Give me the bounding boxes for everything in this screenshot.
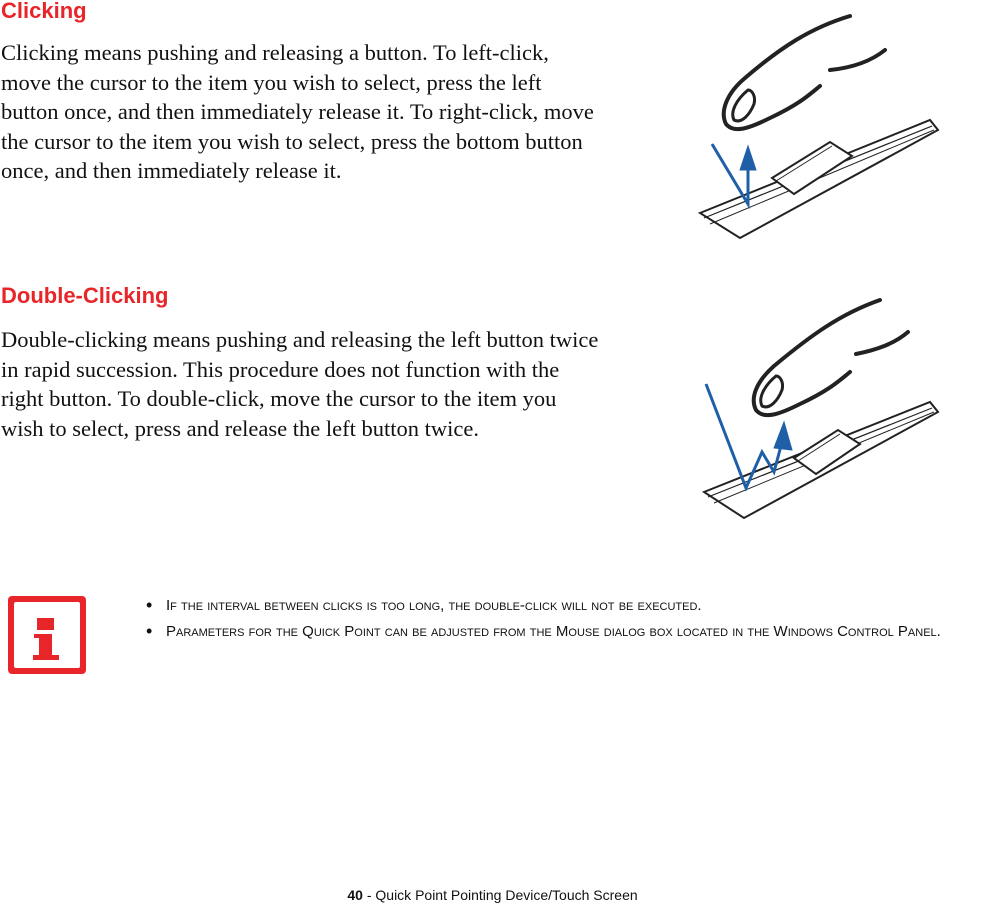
footer-separator: -	[362, 887, 376, 903]
double-clicking-body: Double-clicking means pushing and releasing the left button twice in rapid succession. This procedure does not function with the right button. To double-click, move the cursor to the item you wish to select, press and release the left button twice.	[1, 327, 599, 441]
note-item	[146, 622, 985, 642]
clicking-heading: Clicking	[1, 0, 87, 23]
info-icon	[6, 594, 88, 676]
note-text: Parameters for the Quick Point can be adjusted from the Mouse dialog box located in the Windows Control Panel.	[166, 623, 941, 640]
double-click-illustration	[690, 292, 950, 532]
bullet-icon: •	[146, 595, 153, 615]
single-click-illustration	[690, 8, 950, 248]
footer-title: Quick Point Pointing Device/Touch Screen	[375, 887, 638, 903]
clicking-body: Clicking means pushing and releasing a button. To left-click, move the cursor to the item you wish to select, press the left button once, and then immediately release it. To right-click, move the cursor to the item you wish to select, press the bottom button once, and then immediately release it.	[1, 40, 594, 183]
note-list	[146, 596, 985, 648]
double-clicking-heading: Double-Clicking	[1, 283, 169, 308]
bullet-icon: •	[146, 621, 153, 641]
up-arrow-icon	[740, 146, 756, 170]
page-number: 40	[347, 887, 363, 903]
page-footer	[0, 887, 985, 903]
note-item	[146, 596, 985, 616]
note-text: If the interval between clicks is too long, the double-click will not be executed.	[166, 597, 702, 614]
up-arrow-icon	[774, 422, 792, 450]
